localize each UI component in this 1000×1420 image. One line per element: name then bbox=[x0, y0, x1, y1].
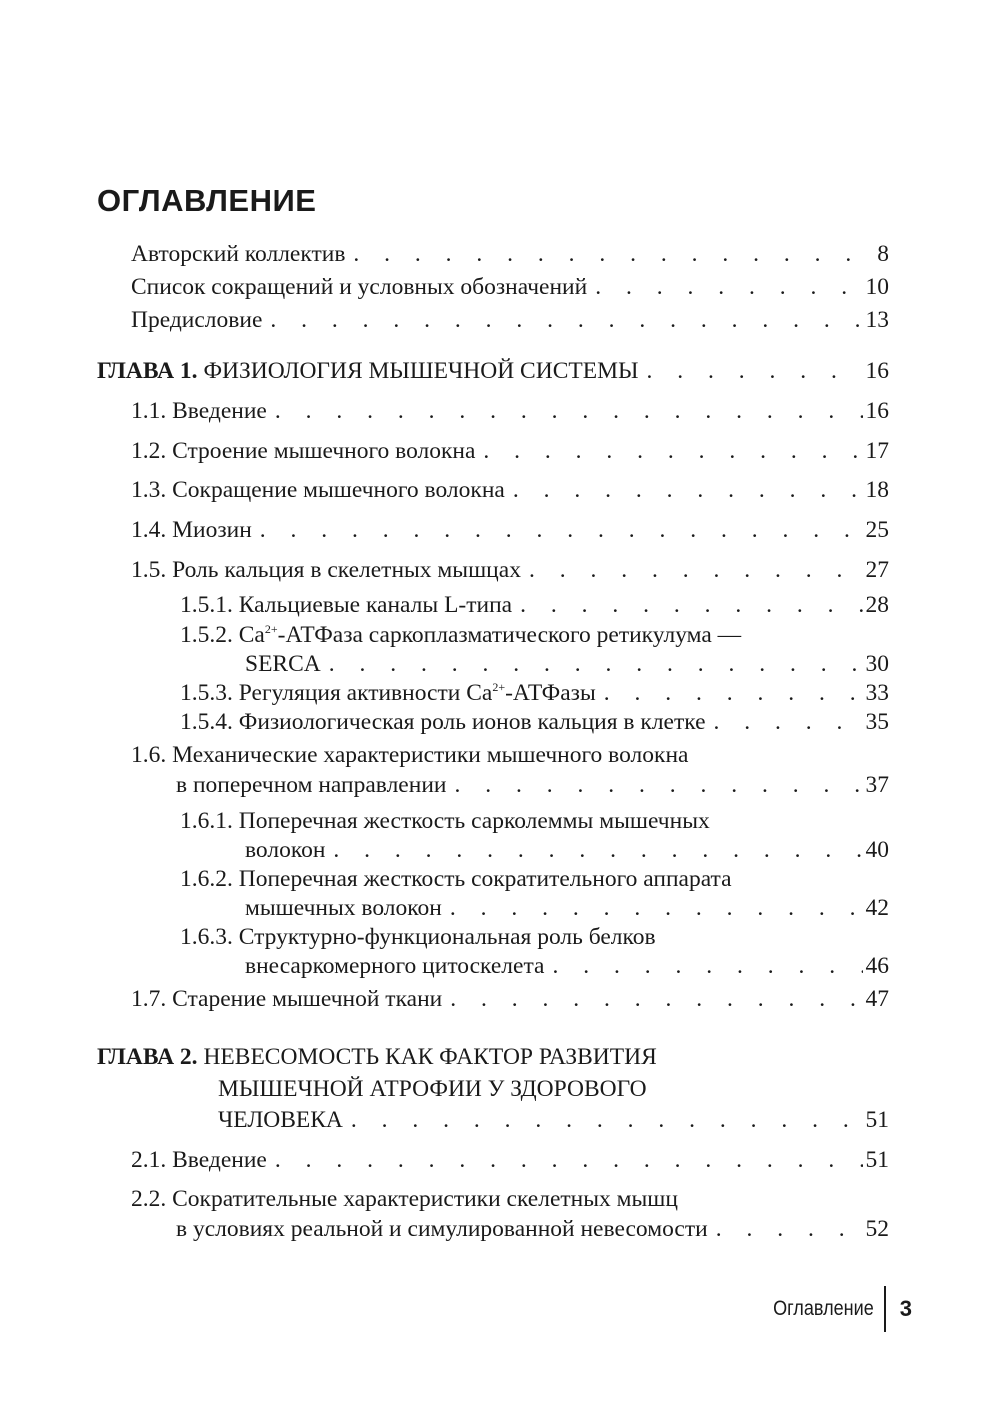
toc-entry-text: мышечных волокон bbox=[245, 895, 442, 921]
superscript: 2+ bbox=[264, 622, 278, 636]
toc-entry-text: Ca bbox=[238, 622, 265, 648]
toc-chapter-2-line1[interactable] bbox=[97, 1042, 889, 1072]
toc-entry-text: 2.2. Сократительные характеристики скелетных мышц bbox=[131, 1186, 678, 1212]
dot-leader bbox=[262, 305, 863, 335]
running-header-label: Оглавление bbox=[772, 1297, 874, 1320]
toc-entry-text: 1.6.3. Структурно-функциональная роль белков bbox=[180, 924, 656, 950]
toc-subsection-1-5-2-line2[interactable] bbox=[245, 649, 889, 679]
toc-entry-preface[interactable] bbox=[131, 305, 889, 335]
toc-page-number: 28 bbox=[865, 592, 889, 618]
toc-page-number: 42 bbox=[865, 895, 889, 921]
dot-leader bbox=[252, 515, 863, 545]
toc-entry-text: Список сокращений и условных обозначений bbox=[131, 274, 588, 300]
toc-entry-text: 1.7. Старение мышечной ткани bbox=[131, 986, 443, 1012]
toc-page-number: 18 bbox=[865, 477, 889, 503]
toc-entry-text: 1.6.1. Поперечная жесткость сарколеммы мышечных bbox=[180, 808, 710, 834]
dot-leader bbox=[544, 951, 863, 981]
toc-page-number: 27 bbox=[865, 557, 889, 583]
toc-subsection-1-6-1-line2[interactable] bbox=[245, 835, 889, 865]
toc-page-number: 35 bbox=[865, 709, 889, 735]
dot-leader bbox=[475, 436, 863, 466]
toc-subsection-1-5-3[interactable] bbox=[180, 678, 889, 708]
toc-section-1-6-line2[interactable] bbox=[176, 770, 889, 800]
toc-entry-abbreviations[interactable] bbox=[131, 272, 889, 302]
page-footer bbox=[755, 1286, 912, 1332]
toc-page-number: 17 bbox=[865, 438, 889, 464]
toc-page-number: 10 bbox=[865, 274, 889, 300]
toc-chapter-1[interactable] bbox=[97, 356, 889, 386]
dot-leader bbox=[267, 1145, 863, 1175]
dot-leader bbox=[442, 984, 863, 1014]
toc-entry-text: 1.3. Сокращение мышечного волокна bbox=[131, 477, 505, 503]
chapter-title: НЕВЕСОМОСТЬ КАК ФАКТОР РАЗВИТИЯ bbox=[203, 1044, 657, 1070]
dot-leader bbox=[442, 893, 863, 923]
toc-page-number: 46 bbox=[865, 953, 889, 979]
toc-entry-text: SERCA bbox=[245, 651, 321, 677]
toc-page-number: 16 bbox=[865, 398, 889, 424]
toc-page-number: 16 bbox=[865, 358, 889, 384]
chapter-title: МЫШЕЧНОЙ АТРОФИИ У ЗДОРОВОГО bbox=[218, 1076, 647, 1102]
toc-page-number: 13 bbox=[865, 307, 889, 333]
toc-page-number: 8 bbox=[877, 241, 889, 267]
dot-leader bbox=[512, 590, 863, 620]
toc-subsection-1-6-3-line1[interactable] bbox=[180, 922, 889, 952]
chapter-label: ГЛАВА 1. bbox=[97, 358, 198, 384]
toc-page-number: 37 bbox=[865, 772, 889, 798]
chapter-title: ФИЗИОЛОГИЯ МЫШЕЧНОЙ СИСТЕМЫ bbox=[203, 358, 639, 384]
toc-entry-text: -АТФазы bbox=[505, 680, 596, 706]
toc-page-number: 33 bbox=[865, 680, 889, 706]
page-title: ОГЛАВЛЕНИЕ bbox=[97, 183, 317, 218]
dot-leader bbox=[596, 678, 863, 708]
toc-entry-authors[interactable] bbox=[131, 239, 889, 269]
toc-entry-text: 1.5. Роль кальция в скелетных мышцах bbox=[131, 557, 521, 583]
toc-page-number: 47 bbox=[865, 986, 889, 1012]
dot-leader bbox=[345, 239, 863, 269]
toc-entry-text: 1.5.4. Физиологическая роль ионов кальция в клетке bbox=[180, 709, 706, 735]
toc-subsection-1-5-1[interactable] bbox=[180, 590, 889, 620]
dot-leader bbox=[638, 356, 863, 386]
toc-entry-number: 1.5.2. bbox=[180, 622, 233, 648]
dot-leader bbox=[267, 396, 863, 426]
toc-page-number: 40 bbox=[865, 837, 889, 863]
toc-entry-text: 1.2. Строение мышечного волокна bbox=[131, 438, 476, 464]
toc-subsection-1-6-2-line1[interactable] bbox=[180, 864, 889, 894]
toc-page-number: 51 bbox=[865, 1147, 889, 1173]
toc-page-number: 51 bbox=[865, 1107, 889, 1133]
toc-entry-text: -АТФаза саркоплазматического ретикулума — bbox=[277, 622, 742, 648]
toc-subsection-1-6-1-line1[interactable] bbox=[180, 806, 889, 836]
superscript: 2+ bbox=[492, 680, 506, 694]
toc-entry-text: 1.5.1. Кальциевые каналы L-типа bbox=[180, 592, 513, 618]
dot-leader bbox=[587, 272, 863, 302]
chapter-label: ГЛАВА 2. bbox=[97, 1044, 198, 1070]
toc-entry-text: 1.6.2. Поперечная жесткость сократительного аппарата bbox=[180, 866, 732, 892]
toc-subsection-1-5-4[interactable] bbox=[180, 707, 889, 737]
dot-leader bbox=[446, 770, 863, 800]
toc-section-1-7[interactable] bbox=[131, 984, 889, 1014]
dot-leader bbox=[521, 555, 863, 585]
dot-leader bbox=[325, 835, 863, 865]
page-number: 3 bbox=[899, 1296, 912, 1321]
toc-section-1-1[interactable] bbox=[131, 396, 889, 426]
toc-entry-text: 1.1. Введение bbox=[131, 398, 267, 424]
dot-leader bbox=[321, 649, 863, 679]
toc-entry-text: в условиях реальной и симулированной невесомости bbox=[176, 1216, 708, 1242]
toc-page-number: 25 bbox=[865, 517, 889, 543]
toc-page-number: 52 bbox=[865, 1216, 889, 1242]
toc-page-number: 30 bbox=[865, 651, 889, 677]
toc-entry-text: 1.6. Механические характеристики мышечного волокна bbox=[131, 742, 689, 768]
dot-leader bbox=[706, 707, 863, 737]
toc-chapter-2-line3[interactable] bbox=[218, 1105, 889, 1135]
toc-subsection-1-6-2-line2[interactable] bbox=[245, 893, 889, 923]
toc-entry-text: в поперечном направлении bbox=[176, 772, 447, 798]
toc-section-1-3[interactable] bbox=[131, 475, 889, 505]
toc-subsection-1-6-3-line2[interactable] bbox=[245, 951, 889, 981]
toc-subsection-1-5-2-line1[interactable] bbox=[180, 620, 889, 650]
toc-section-2-1[interactable] bbox=[131, 1145, 889, 1175]
toc-entry-text: волокон bbox=[245, 837, 326, 863]
toc-section-1-5[interactable] bbox=[131, 555, 889, 585]
toc-chapter-2-line2[interactable] bbox=[218, 1074, 889, 1104]
toc-entry-text: Предисловие bbox=[131, 307, 263, 333]
dot-leader bbox=[505, 475, 863, 505]
toc-entry-text: 1.4. Миозин bbox=[131, 517, 252, 543]
toc-section-2-2-line1[interactable] bbox=[131, 1184, 889, 1214]
toc-entry-text: 1.5.3. Регуляция активности Ca bbox=[180, 680, 493, 706]
toc-entry-text: 2.1. Введение bbox=[131, 1147, 267, 1173]
toc-section-1-6-line1[interactable] bbox=[131, 740, 889, 770]
chapter-title: ЧЕЛОВЕКА bbox=[218, 1107, 343, 1133]
dot-leader bbox=[343, 1105, 863, 1135]
toc-entry-text: внесаркомерного цитоскелета bbox=[245, 953, 545, 979]
toc-section-2-2-line2[interactable] bbox=[176, 1214, 889, 1244]
toc-section-1-2[interactable] bbox=[131, 436, 889, 466]
toc-section-1-4[interactable] bbox=[131, 515, 889, 545]
toc-entry-text: Авторский коллектив bbox=[131, 241, 346, 267]
dot-leader bbox=[708, 1214, 863, 1244]
